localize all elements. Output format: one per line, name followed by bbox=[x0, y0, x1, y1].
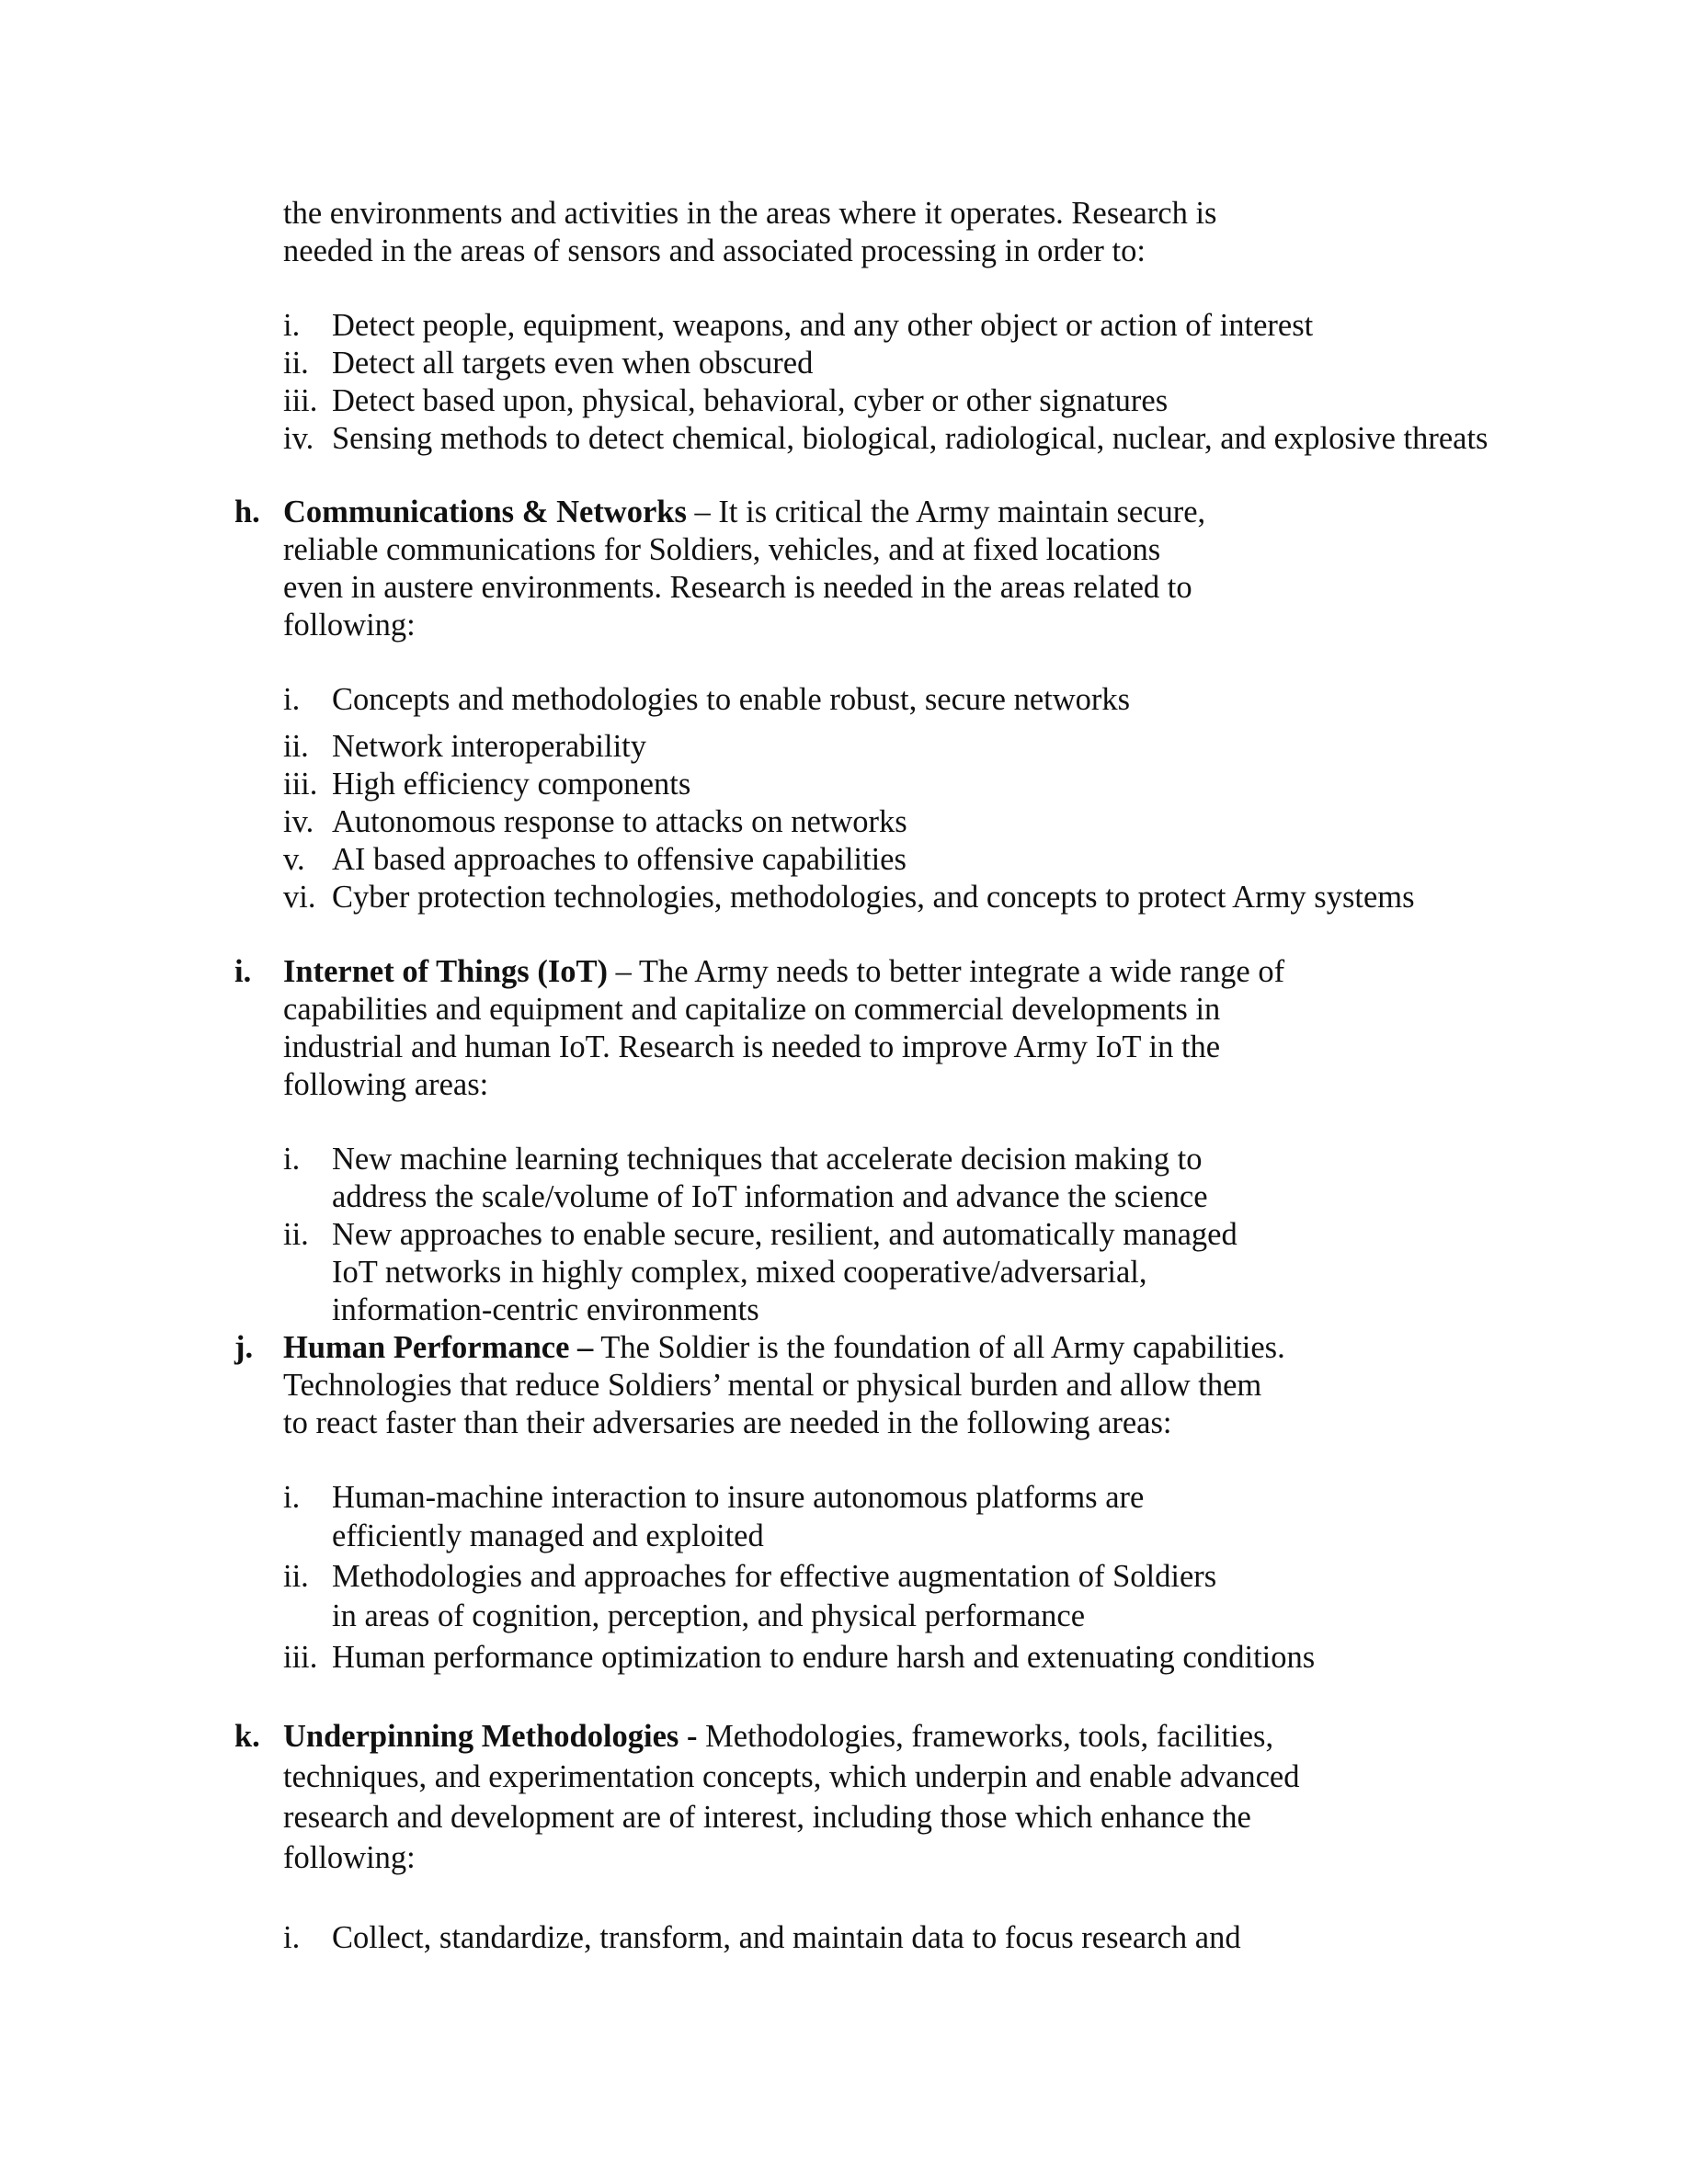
section-letter: j. bbox=[234, 1330, 254, 1365]
section-line: industrial and human IoT. Research is needed to improve Army IoT in the bbox=[283, 1029, 1221, 1064]
section-line: even in austere environments. Research is needed in the areas related to bbox=[283, 570, 1192, 605]
list-item: Human-machine interaction to insure autonomous platforms are bbox=[332, 1480, 1145, 1515]
list-item: Cyber protection technologies, methodologies, and concepts to protect Army systems bbox=[332, 880, 1415, 915]
section-heading-line bbox=[283, 1718, 1273, 1755]
section-line: research and development are of interest, including those which enhance the bbox=[283, 1800, 1251, 1835]
list-marker: i. bbox=[283, 682, 301, 717]
list-item: High efficiency components bbox=[332, 767, 691, 802]
list-item: Sensing methods to detect chemical, biological, radiological, nuclear, and explosive threats bbox=[332, 421, 1488, 456]
list-marker: iv. bbox=[283, 804, 314, 839]
section-title: Human Performance – bbox=[283, 1330, 594, 1365]
list-marker: ii. bbox=[283, 346, 309, 381]
intro-line: needed in the areas of sensors and associated processing in order to: bbox=[283, 233, 1146, 268]
list-item: in areas of cognition, perception, and physical performance bbox=[332, 1598, 1086, 1633]
list-item: New approaches to enable secure, resilient, and automatically managed bbox=[332, 1217, 1237, 1252]
section-heading-line bbox=[283, 494, 1205, 530]
section-letter: k. bbox=[234, 1719, 260, 1754]
list-marker: iv. bbox=[283, 421, 314, 456]
list-item: Network interoperability bbox=[332, 729, 647, 764]
section-text: Methodologies, frameworks, tools, facilities, bbox=[697, 1719, 1274, 1754]
list-item: New machine learning techniques that accelerate decision making to bbox=[332, 1142, 1203, 1177]
list-item: efficiently managed and exploited bbox=[332, 1519, 764, 1553]
section-text: The Soldier is the foundation of all Army capabilities. bbox=[593, 1330, 1285, 1365]
list-item: Detect people, equipment, weapons, and any other object or action of interest bbox=[332, 308, 1314, 343]
section-letter: i. bbox=[234, 954, 252, 989]
list-marker: vi. bbox=[283, 880, 316, 915]
section-line: techniques, and experimentation concepts, which underpin and enable advanced bbox=[283, 1759, 1300, 1794]
list-marker: iii. bbox=[283, 767, 318, 802]
list-marker: i. bbox=[283, 308, 301, 343]
section-title: Internet of Things (IoT) bbox=[283, 954, 609, 989]
section-title: Underpinning Methodologies - bbox=[283, 1719, 698, 1754]
list-marker: ii. bbox=[283, 729, 309, 764]
list-item: Methodologies and approaches for effective augmentation of Soldiers bbox=[332, 1559, 1217, 1594]
list-marker: ii. bbox=[283, 1559, 309, 1594]
list-marker: iii. bbox=[283, 1640, 318, 1675]
section-line: following: bbox=[283, 608, 416, 643]
list-item: Concepts and methodologies to enable robust, secure networks bbox=[332, 682, 1131, 717]
section-line: following areas: bbox=[283, 1067, 489, 1102]
list-marker: i. bbox=[283, 1920, 301, 1955]
list-item: IoT networks in highly complex, mixed cooperative/adversarial, bbox=[332, 1255, 1147, 1290]
list-item: Human performance optimization to endure harsh and extenuating conditions bbox=[332, 1640, 1316, 1675]
section-line: Technologies that reduce Soldiers’ mental or physical burden and allow them bbox=[283, 1368, 1262, 1403]
section-text: – It is critical the Army maintain secure, bbox=[686, 495, 1206, 529]
list-item: address the scale/volume of IoT information and advance the science bbox=[332, 1179, 1208, 1214]
section-line: reliable communications for Soldiers, vehicles, and at fixed locations bbox=[283, 532, 1161, 567]
section-text: – The Army needs to better integrate a wide range of bbox=[608, 954, 1285, 989]
list-marker: i. bbox=[283, 1142, 301, 1177]
list-item: Detect all targets even when obscured bbox=[332, 346, 814, 381]
list-item: Autonomous response to attacks on networks bbox=[332, 804, 907, 839]
section-line: to react faster than their adversaries are needed in the following areas: bbox=[283, 1405, 1172, 1440]
list-item: Detect based upon, physical, behavioral, cyber or other signatures bbox=[332, 383, 1169, 418]
intro-line: the environments and activities in the areas where it operates. Research is bbox=[283, 196, 1217, 231]
list-marker: v. bbox=[283, 842, 305, 877]
list-marker: ii. bbox=[283, 1217, 309, 1252]
list-marker: iii. bbox=[283, 383, 318, 418]
list-item: information-centric environments bbox=[332, 1292, 759, 1327]
section-line: following: bbox=[283, 1840, 416, 1875]
section-line: capabilities and equipment and capitalize on commercial developments in bbox=[283, 992, 1221, 1027]
list-item: AI based approaches to offensive capabilities bbox=[332, 842, 907, 877]
section-heading-line bbox=[283, 1329, 1285, 1366]
list-marker: i. bbox=[283, 1480, 301, 1515]
section-heading-line bbox=[283, 953, 1284, 990]
section-letter: h. bbox=[234, 495, 260, 529]
list-item: Collect, standardize, transform, and maintain data to focus research and bbox=[332, 1920, 1241, 1955]
section-title: Communications & Networks bbox=[283, 495, 687, 529]
